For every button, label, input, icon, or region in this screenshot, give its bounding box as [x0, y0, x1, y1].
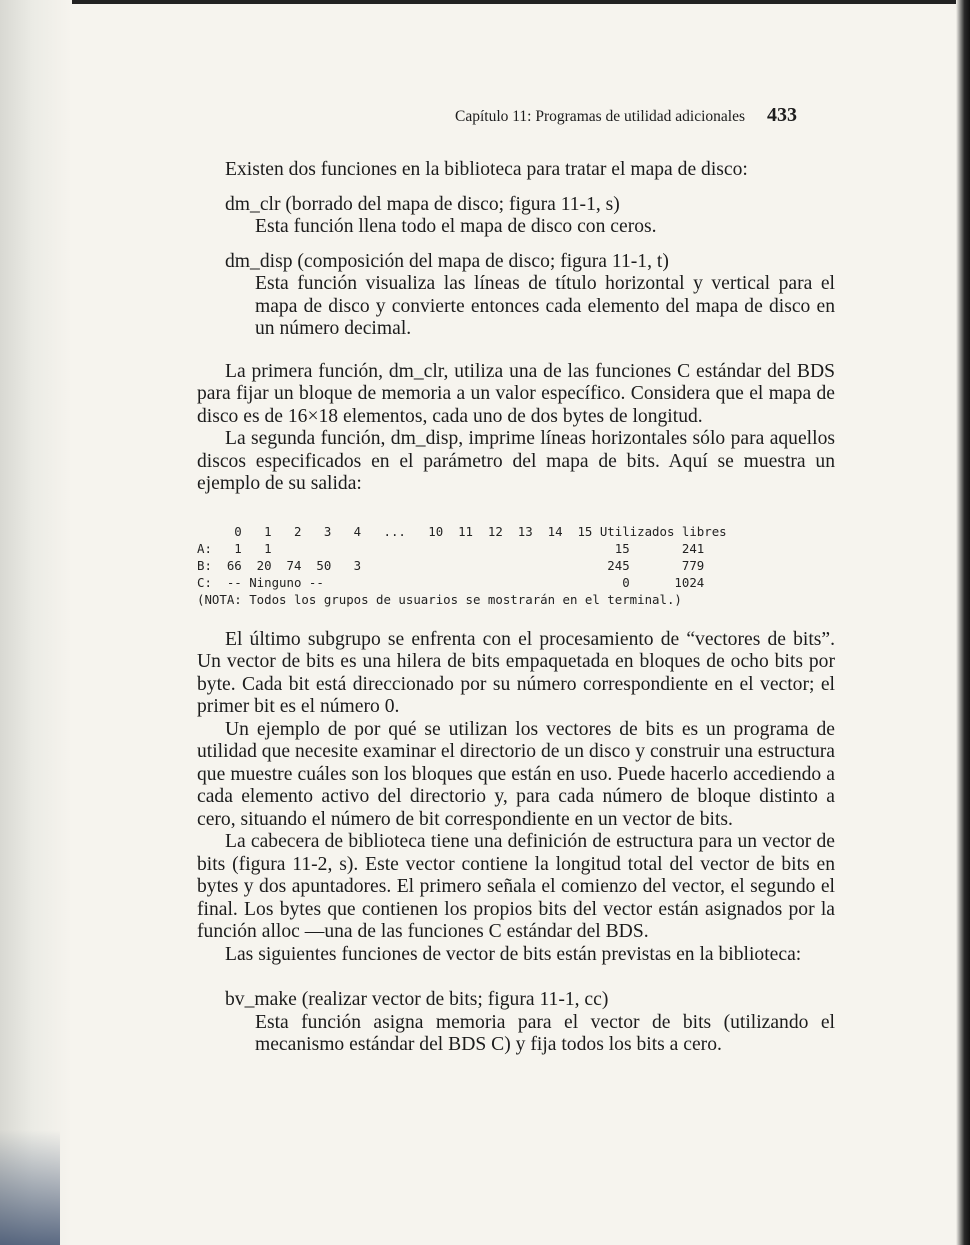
paragraph-functions-intro: Las siguientes funciones de vector de bits están previstas en la biblioteca: [225, 943, 802, 965]
bv-make-term: bv_make (realizar vector de bits; figura 11-1, cc) [225, 989, 609, 1011]
page-right-edge [956, 0, 970, 1245]
spacer [197, 966, 835, 977]
dm-disp-term: dm_disp (composición del mapa de disco; figura 11-1, t) [225, 250, 669, 272]
running-head: Capítulo 11: Programas de utilidad adicionales [455, 108, 745, 125]
paragraph-dm-clr: La primera función, dm_clr, utiliza una de las funciones C estándar del BDS para fijar un bloque de memoria a un valor específico. Considera que el mapa de disco es de 16×18 elementos, cada uno de dos bytes de longitud. [197, 360, 835, 427]
dm-clr-body: Esta función llena todo el mapa de disco con ceros. [255, 216, 657, 237]
bv-make-body: Esta función asigna memoria para el vector de bits (utilizando el mecanismo estándar del BDS C) y fija todos los bits a cero. [255, 1011, 835, 1056]
paragraph-bit-vectors: El último subgrupo se enfrenta con el procesamiento de “vectores de bits”. Un vector de bits es una hilera de bits empaquetada en bloques de ocho bits por byte. Cada bit está direccionado por su número correspondiente en el vector; el primer bit es el número 0. [197, 628, 835, 718]
code-line: B: 66 20 74 50 3 245 779 [197, 557, 705, 573]
book-gutter [0, 0, 72, 1245]
paragraph-library-header: La cabecera de biblioteca tiene una definición de estructura para un vector de bits (figura 11-2, s). Este vector contiene la longitud total del vector de bits en bytes y dos apuntadores. El primero señala el comienzo del vector, el segundo el final. Los bytes que contienen los propios bits del vector están asignados por la función alloc —una de las funciones C estándar del BDS. [197, 831, 835, 943]
dm-clr-term: dm_clr (borrado del mapa de disco; figura 11-1, s) [225, 193, 620, 215]
sample-output-listing [197, 523, 835, 609]
dm-disp-body: Esta función visualiza las líneas de título horizontal y vertical para el mapa de disco y convierte entonces cada elemento del mapa de disco en un número decimal. [255, 273, 835, 339]
code-line: 0 1 2 3 4 ... 10 11 12 13 14 15 Utilizados libres [197, 523, 727, 539]
spacer [197, 341, 835, 361]
code-line: C: -- Ninguno -- 0 1024 [197, 575, 705, 591]
spacer [197, 609, 835, 629]
code-line: A: 1 1 15 241 [197, 540, 705, 556]
page-header [455, 104, 835, 127]
paragraph-example: Un ejemplo de por qué se utilizan los vectores de bits es un programa de utilidad que necesite examinar el directorio de un disco y construir una estructura que muestre cuáles son los bloques que están en uso. Puede hacerlo accediendo a cada elemento activo del directorio y, para cada número de bloque distinto a cero, situando el número de bit correspondiente en un vector de bits. [197, 718, 835, 830]
page-body [197, 159, 835, 1057]
code-line: (NOTA: Todos los grupos de usuarios se mostrarán en el terminal.) [197, 592, 682, 608]
gutter-shadow [0, 1130, 60, 1245]
paragraph-dm-disp: La segunda función, dm_disp, imprime líneas horizontales sólo para aquellos discos especificados en el parámetro del mapa de bits. Aquí se muestra un ejemplo de su salida: [197, 428, 835, 494]
intro-paragraph: Existen dos funciones en la biblioteca para tratar el mapa de disco: [225, 159, 748, 180]
page-top-edge [0, 0, 970, 4]
page-number: 433 [767, 104, 797, 126]
